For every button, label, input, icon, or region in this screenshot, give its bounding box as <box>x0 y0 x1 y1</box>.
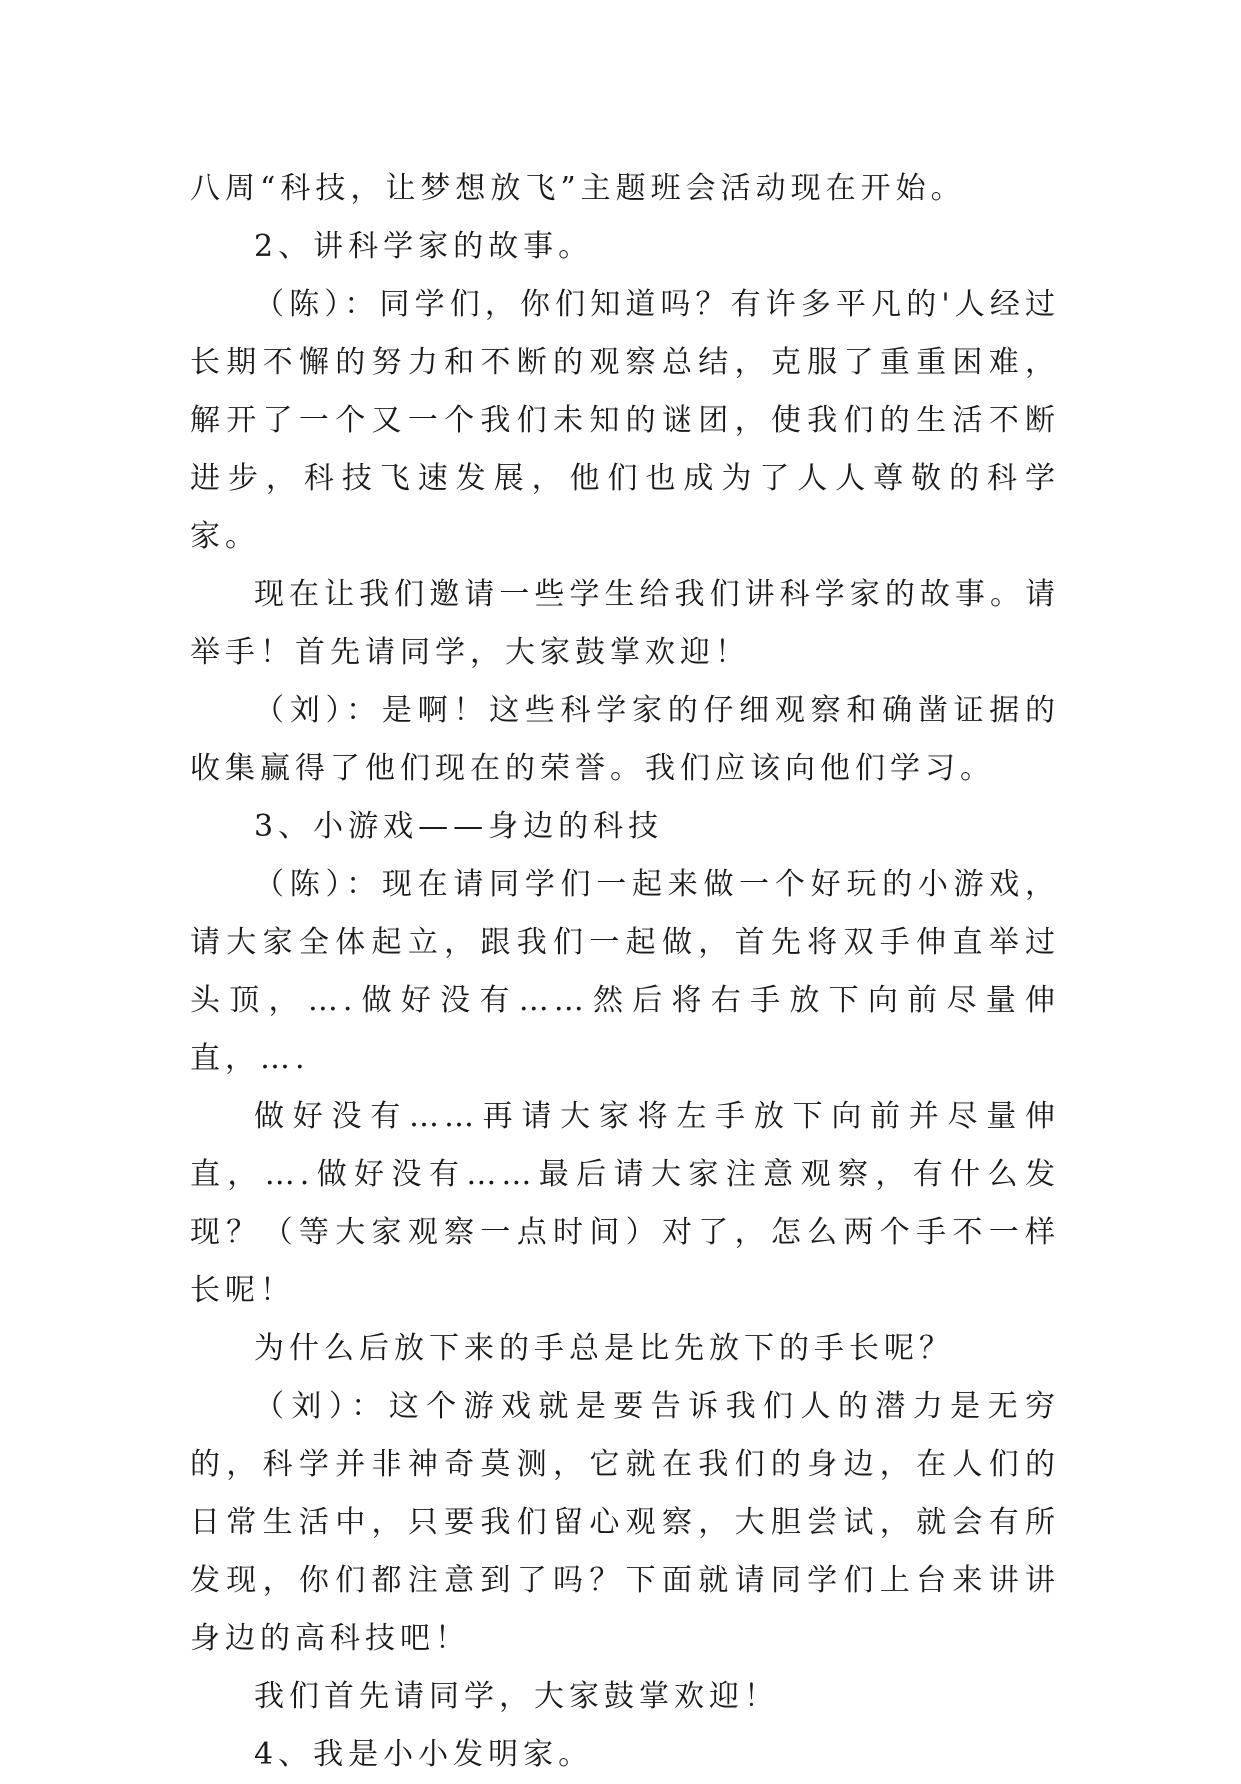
document-body <box>190 160 1060 1784</box>
paragraph-liu-response: （刘）：是啊！这些科学家的仔细观察和确凿证据的收集赢得了他们现在的荣誉。我们应该向他们学习。 <box>190 693 1060 786</box>
section-heading-inventor: 4、我是小小发明家。 <box>254 1737 594 1772</box>
paragraph-liu-explain: （刘）：这个游戏就是要告诉我们人的潜力是无穷的，科学并非神奇莫测，它就在我们的身边，在人们的日常生活中，只要我们留心观察，大胆尝试，就会有所发现，你们都注意到了吗？下面就请同学们上台来讲讲身边的高科技吧！ <box>190 1389 1060 1656</box>
section-heading-scientist-stories: 2、讲科学家的故事。 <box>254 229 594 264</box>
paragraph-welcome: 我们首先请同学，大家鼓掌欢迎！ <box>254 1679 779 1714</box>
paragraph-chen-game: （陈）：现在请同学们一起来做一个好玩的小游戏，请大家全体起立，跟我们一起做，首先将双手伸直举过头顶，….做好没有……然后将右手放下向前尽量伸直，…. <box>190 867 1060 1076</box>
paragraph-opening: 八周“科技，让梦想放飞”主题班会活动现在开始。 <box>190 171 966 206</box>
paragraph-game-continue: 做好没有……再请大家将左手放下向前并尽量伸直，….做好没有……最后请大家注意观察，有什么发现？（等大家观察一点时间）对了，怎么两个手不一样长呢！ <box>190 1099 1060 1308</box>
paragraph-chen-intro: （陈）：同学们，你们知道吗？有许多平凡的'人经过长期不懈的努力和不断的观察总结，克服了重重困难，解开了一个又一个我们未知的谜团，使我们的生活不断进步，科技飞速发展，他们也成为了人人尊敬的科学家。 <box>190 287 1060 554</box>
paragraph-question: 为什么后放下来的手总是比先放下的手长呢？ <box>254 1331 954 1366</box>
section-heading-mini-game: 3、小游戏——身边的科技 <box>254 809 664 844</box>
paragraph-invite-students: 现在让我们邀请一些学生给我们讲科学家的故事。请举手！首先请同学，大家鼓掌欢迎！ <box>190 577 1060 670</box>
